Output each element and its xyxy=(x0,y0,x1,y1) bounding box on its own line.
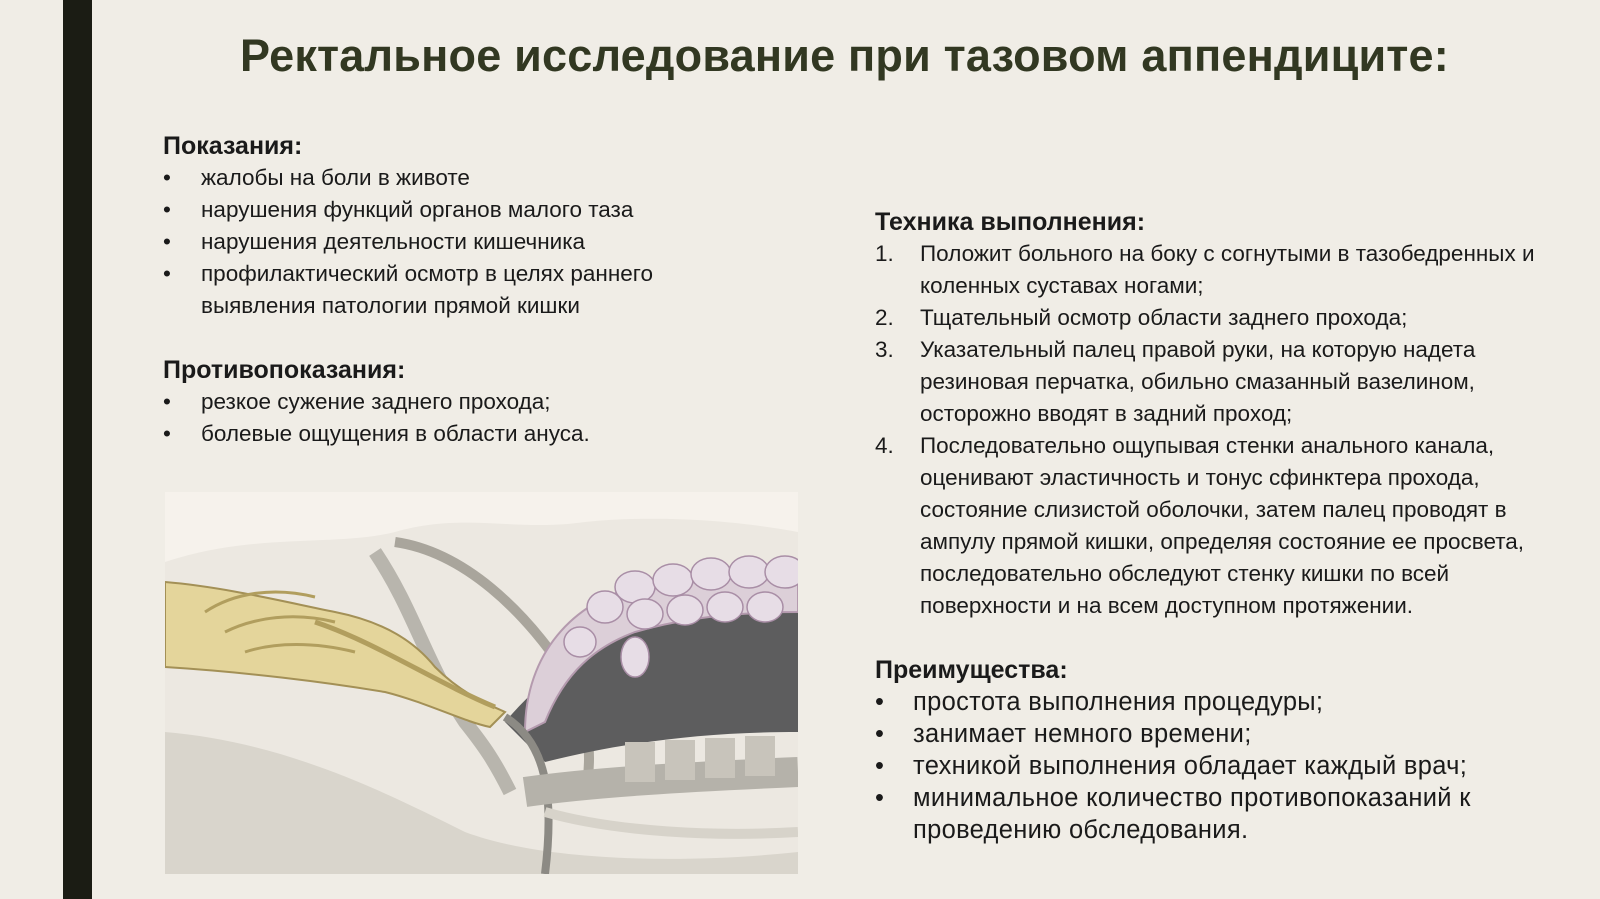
step-number: 3. xyxy=(875,337,894,362)
step-text: Положит больного на боку с согнутыми в тазобедренных и коленных суставах ногами; xyxy=(920,241,1535,298)
list-item: • жалобы на боли в животе xyxy=(163,162,803,194)
left-accent-bar xyxy=(63,0,92,899)
advantages-heading: Преимущества: xyxy=(875,656,1068,684)
list-item xyxy=(875,238,1580,302)
list-item: • техникой выполнения обладает каждый врач; xyxy=(875,750,1580,782)
list-item: • простота выполнения процедуры; xyxy=(875,686,1580,718)
step-number: 4. xyxy=(875,433,894,458)
rectal-exam-diagram xyxy=(165,492,798,874)
step-text: Тщательный осмотр области заднего прохода; xyxy=(920,305,1408,330)
contraindications-heading: Противопоказания: xyxy=(163,356,406,384)
right-column xyxy=(875,206,1580,846)
technique-heading: Техника выполнения: xyxy=(875,208,1146,236)
list-item: • занимает немного времени; xyxy=(875,718,1580,750)
contraindications-list xyxy=(163,386,803,450)
indications-list xyxy=(163,162,803,322)
list-item: • минимальное количество противопоказаний к проведению обследования. xyxy=(875,782,1580,846)
list-item: • нарушения деятельности кишечника xyxy=(163,226,803,258)
slide-title: Ректальное исследование при тазовом аппендиците: xyxy=(240,30,1449,81)
list-item xyxy=(875,302,1580,334)
indications-section xyxy=(163,130,803,322)
step-text: Последовательно ощупывая стенки анального канала, оценивают эластичность и тонус сфинктера прохода, состояние слизистой оболочки, затем палец проводят в ампулу прямой кишки, определяя состояние ее просвета, последовательно обследуют стенку кишки по всей поверхности и на всем доступном протяжении. xyxy=(920,433,1525,618)
list-item xyxy=(875,430,1580,622)
advantages-list xyxy=(875,686,1580,846)
list-item: • нарушения функций органов малого таза xyxy=(163,194,803,226)
technique-section xyxy=(875,206,1580,622)
list-item xyxy=(875,334,1580,430)
list-item: • профилактический осмотр в целях раннего выявления патологии прямой кишки xyxy=(163,258,741,322)
step-number: 2. xyxy=(875,305,894,330)
advantages-section xyxy=(875,654,1580,846)
list-item: • болевые ощущения в области ануса. xyxy=(163,418,803,450)
step-number: 1. xyxy=(875,241,894,266)
contraindications-section xyxy=(163,354,803,450)
technique-steps xyxy=(875,238,1580,622)
indications-heading: Показания: xyxy=(163,132,303,160)
left-column xyxy=(163,130,803,450)
list-item: • резкое сужение заднего прохода; xyxy=(163,386,803,418)
step-text: Указательный палец правой руки, на которую надета резиновая перчатка, обильно смазанный вазелином, осторожно вводят в задний проход; xyxy=(920,337,1476,426)
anatomy-illustration xyxy=(165,492,798,874)
